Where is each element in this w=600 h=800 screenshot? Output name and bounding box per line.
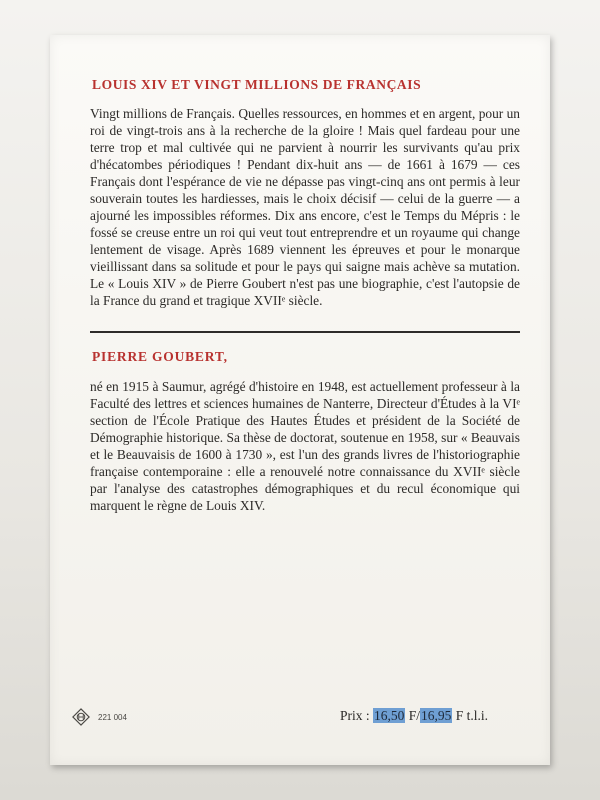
publisher-logo-icon [72, 708, 90, 726]
divider-rule [90, 331, 520, 333]
catalog-code: 221 004 [98, 713, 127, 722]
price-line [340, 708, 488, 724]
price-suffix: F t.l.i. [452, 708, 489, 723]
author-heading: PIERRE GOUBERT, [92, 349, 228, 364]
description-paragraph: Vingt millions de Français. Quelles ressources, en hommes et en argent, pour un roi de vingt-trois ans à la recherche de la gloire ! Mais quel fardeau pour une terre trop et mal cultivée qui ne parvient à nourrir les survivants qu'au prix d'hécatombes périodiques ! Pendant dix-huit ans — de 1661 à 1679 — ces Français dont l'espérance de vie ne dépasse pas vingt-cinq ans ont permis à leur souverain toutes les hardiesses, mais le choix décisif — celui de la guerre — a ajourné les impossibles réformes. Dix ans encore, c'est le Temps du Mépris : le fossé se creuse entre un roi qui veut tout entreprendre et un royaume qui change lentement de visage. Après 1689 viennent les épreuves et pour le monarque vieillissant dans sa solitude et pour le pays qui saigne mais achève sa mutation. Le « Louis XIV » de Pierre Goubert n'est pas une biographie, c'est l'autopsie de la France du grand et tragique XVIIᵉ siècle. [90, 106, 520, 308]
price-sticker-1: 16,50 [374, 708, 405, 723]
price-label: Prix : [340, 708, 374, 723]
author-bio-paragraph: né en 1915 à Saumur, agrégé d'histoire en 1948, est actuellement professeur à la Faculté des lettres et sciences humaines de Nanterre, Directeur d'Études à la VIᵉ section de l'École Pratique des Hautes Études et président de la Société de Démographie historique. Sa thèse de doctorat, soutenue en 1958, sur « Beauvais et le Beauvaisis de 1600 à 1730 », est l'un des grands livres de l'historiographie française contemporaine : elle a renouvelé notre connaissance du XVIIᵉ siècle par l'analyse des catastrophes démographiques et du recul économique qui marquent le règne de Louis XIV. [90, 379, 520, 513]
price-separator: F/ [405, 708, 421, 723]
book-back-cover [50, 35, 550, 765]
cover-title: LOUIS XIV ET VINGT MILLIONS DE FRANÇAIS [92, 77, 422, 92]
price-sticker-2: 16,95 [421, 708, 452, 723]
